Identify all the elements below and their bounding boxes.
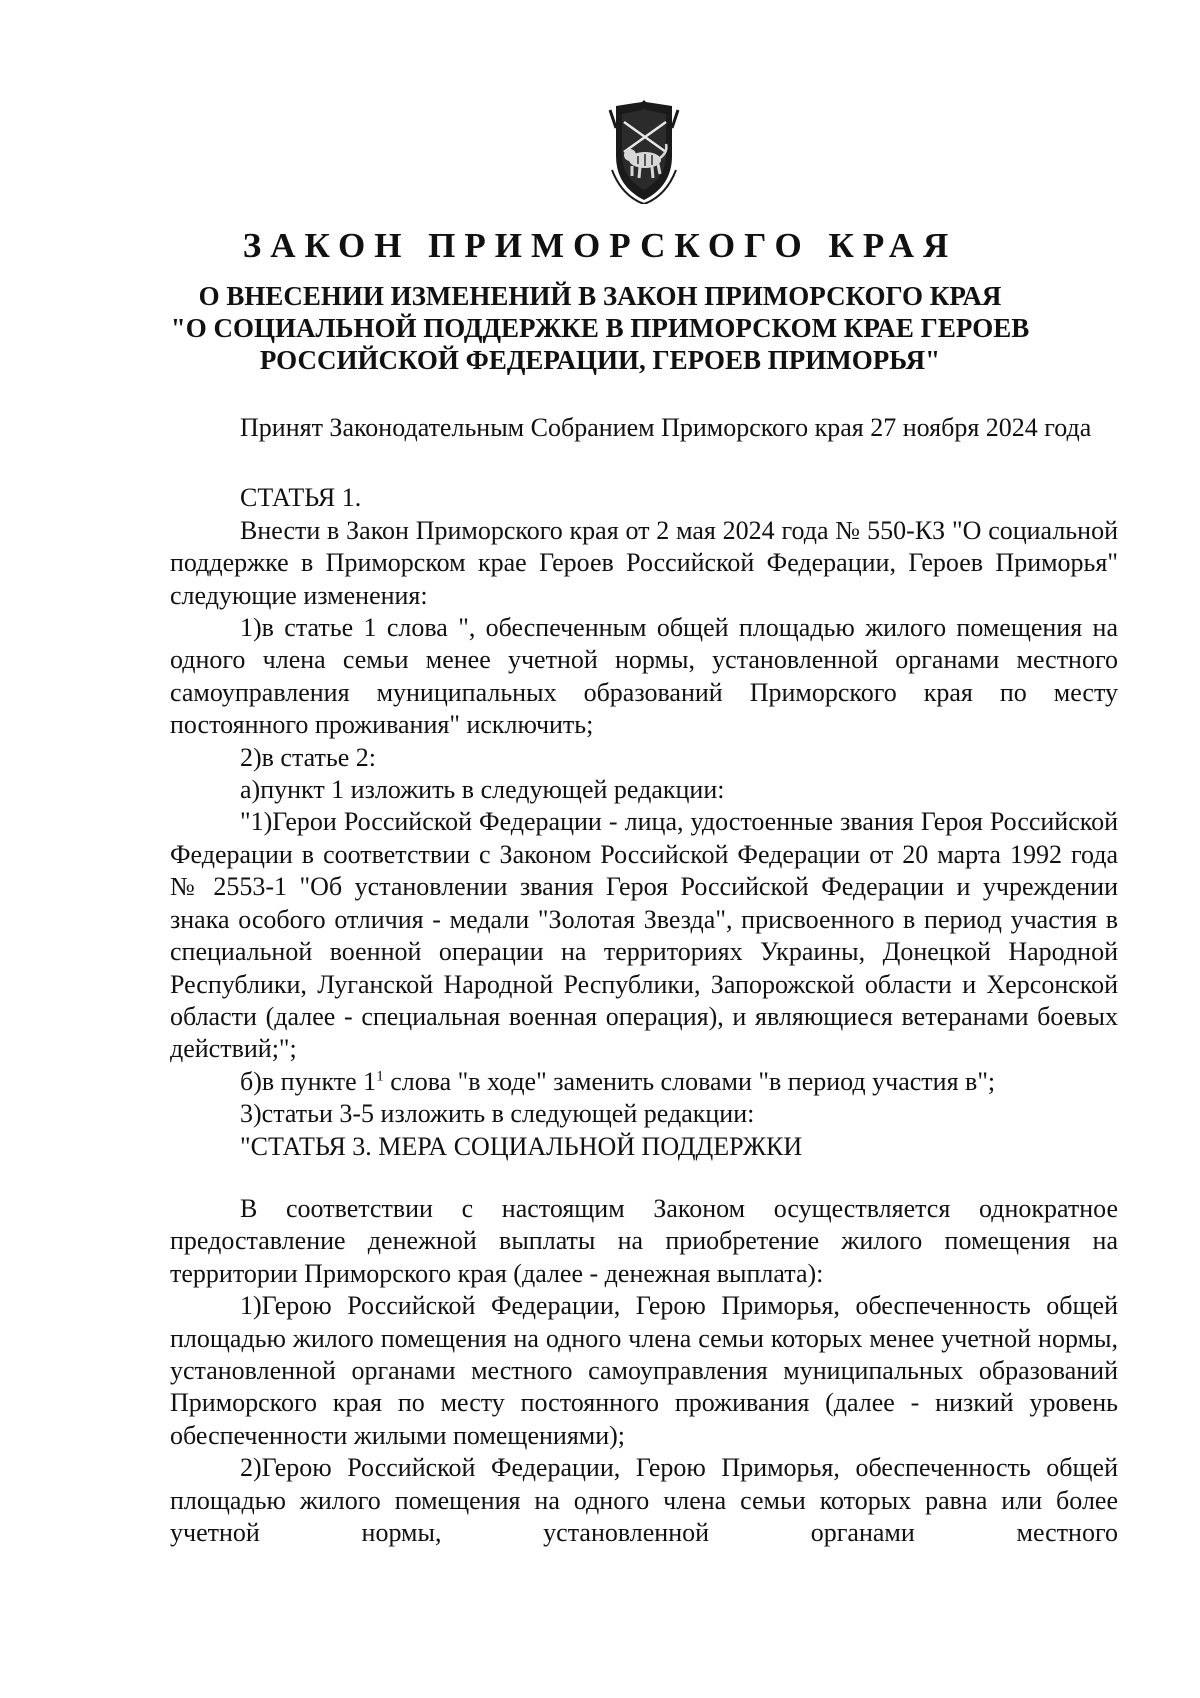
subtitle-line: "О СОЦИАЛЬНОЙ ПОДДЕРЖКЕ В ПРИМОРСКОМ КРАЕ ГЕРОЕВ [170, 313, 1030, 343]
quoted-point-1: "1)Герои Российской Федерации - лица, удостоенные звания Героя Российской Федерации в соответствии с Законом Российской Федерации от 20 марта 1992 года № 2553-1 "Об установлении звания Героя Российской Федерации и учреждении знака особого отличия - медали "Золотая Звезда", присвоенного в период участия в специальной военной операции на территориях Украины, Донецкой Народной Республики, Луганской Народной Республики, Запорожской области и Херсонской области (далее - специальная военная операция), и являющиеся ветеранами боевых действий;"; [170, 807, 1118, 1064]
adoption-note: Принят Законодательным Собранием Приморского края 27 ноября 2024 года [240, 413, 1092, 442]
article-3-intro: В соответствии с настоящим Законом осуществляется однократное предоставление денежной выплаты на приобретение жилого помещения на территории Приморского края (далее - денежная выплата): [170, 1193, 1118, 1288]
subtitle-line: РОССИЙСКОЙ ФЕДЕРАЦИИ, ГЕРОЕВ ПРИМОРЬЯ" [259, 345, 941, 375]
item-2b-superscript: 1 [376, 1068, 384, 1085]
amendment-item-2b [170, 1066, 1118, 1098]
article-3-point-1: 1)Герою Российской Федерации, Герою Приморья, обеспеченность общей площадью жилого помещения на одного члена семьи которых менее учетной нормы, установленной органами местного самоуправления муниципальных образований Приморского края по месту постоянного проживания (далее - низкий уровень обеспеченности жилыми помещениями); [170, 1291, 1118, 1450]
item-2b-before: б)в пункте 1 [240, 1066, 377, 1096]
article-3-point-2: 2)Герою Российской Федерации, Герою Приморья, обеспеченность общей площадью жилого помещения на одного члена семьи которых равна или более учетной нормы, установленной органами местного [170, 1453, 1118, 1547]
subtitle-line: О ВНЕСЕНИИ ИЗМЕНЕНИЙ В ЗАКОН ПРИМОРСКОГО КРАЯ [198, 281, 1002, 311]
amendment-item-1: 1)в статье 1 слова ", обеспеченным общей площадью жилого помещения на одного члена семьи менее учетной нормы, установленной органами местного самоуправления муниципальных образований Приморского края по месту постоянного проживания" исключить; [170, 613, 1118, 740]
item-2b-after: слова "в ходе" заменить словами "в период участия в"; [383, 1066, 996, 1096]
article-1-heading: СТАТЬЯ 1. [240, 483, 362, 513]
amendment-item-3: 3)статьи 3-5 изложить в следующей редакции: [240, 1099, 755, 1129]
amendment-item-2a: а)пункт 1 изложить в следующей редакции: [240, 775, 725, 805]
article-3-heading: "СТАТЬЯ 3. МЕРА СОЦИАЛЬНОЙ ПОДДЕРЖКИ [240, 1131, 803, 1161]
amendment-item-2: 2)в статье 2: [240, 742, 377, 772]
document-body [170, 412, 1118, 1549]
law-title: ЗАКОН ПРИМОРСКОГО КРАЯ [242, 226, 958, 265]
law-subtitle [140, 280, 1060, 376]
article-1-intro: Внести в Закон Приморского края от 2 мая 2024 года № 550-КЗ "О социальной поддержке в Приморском крае Героев Российской Федерации, Героев Приморья" следующие изменения: [170, 515, 1118, 610]
coat-of-arms-emblem [602, 100, 686, 204]
